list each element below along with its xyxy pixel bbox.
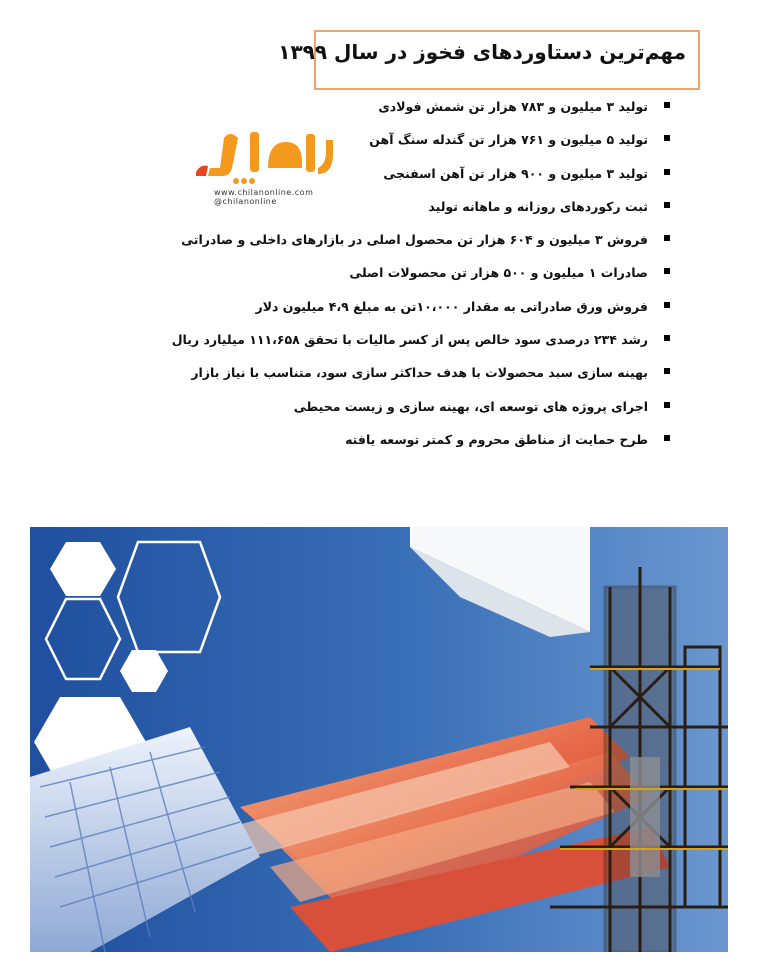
bullet-icon — [664, 435, 670, 441]
list-item-text: صادرات ۱ میلیون و ۵۰۰ هزار تن محصولات اصلی — [349, 265, 648, 281]
bullet-icon — [664, 235, 670, 241]
list-item — [110, 261, 670, 294]
logo-handle: @chilanonline — [214, 197, 277, 206]
bullet-icon — [664, 169, 670, 175]
bullet-icon — [664, 302, 670, 308]
chilan-logo — [190, 128, 340, 208]
bullet-icon — [664, 202, 670, 208]
bullet-icon — [664, 335, 670, 341]
list-item — [110, 228, 670, 261]
list-item — [110, 361, 670, 394]
list-item-text: بهینه سازی سبد محصولات با هدف حداکثر سازی سود، متناسب با نیاز بازار — [191, 365, 648, 381]
list-item-text: رشد ۲۳۴ درصدی سود خالص پس از کسر مالیات با تحقق ۱۱۱،۶۵۸ میلیارد ریال — [171, 332, 648, 348]
bullet-icon — [664, 102, 670, 108]
logo-site-url: www.chilanonline.com — [214, 188, 314, 197]
page-title: مهم‌ترین دستاوردهای فخوز در سال ۱۳۹۹ — [278, 40, 686, 64]
list-item — [110, 428, 670, 461]
list-item — [110, 328, 670, 361]
list-item — [110, 95, 670, 128]
list-item-text: اجرای پروژه های توسعه ای، بهینه سازی و زیست محیطی — [293, 398, 648, 414]
list-item-text: فروش ورق صادراتی به مقدار ۱۰،۰۰۰تن به مبلغ ۴،۹ میلیون دلار — [255, 298, 648, 314]
list-item-text: طرح حمایت از مناطق محروم و کمتر توسعه یافته — [345, 431, 648, 447]
bullet-icon — [664, 268, 670, 274]
list-item-text: ثبت رکوردهای روزانه و ماهانه تولید — [428, 198, 648, 214]
list-item-text: تولید ۵ میلیون و ۷۶۱ هزار تن گندله سنگ آهن — [369, 132, 648, 148]
bullet-icon — [664, 135, 670, 141]
list-item — [110, 295, 670, 328]
list-item — [110, 395, 670, 428]
hero-banner — [30, 527, 728, 952]
list-item-text: تولید ۳ میلیون و ۹۰۰ هزار تن آهن اسفنجی — [383, 165, 648, 181]
title-box — [278, 30, 700, 90]
list-item-text: تولید ۳ میلیون و ۷۸۳ هزار تن شمش فولادی — [378, 99, 648, 114]
list-item-text: فروش ۳ میلیون و ۶۰۴ هزار تن محصول اصلی در بازارهای داخلی و صادراتی — [181, 232, 648, 248]
bullet-icon — [664, 402, 670, 408]
chilan-logo-mark-icon — [194, 128, 334, 186]
steel-industry-illustration — [30, 527, 728, 952]
bullet-icon — [664, 368, 670, 374]
